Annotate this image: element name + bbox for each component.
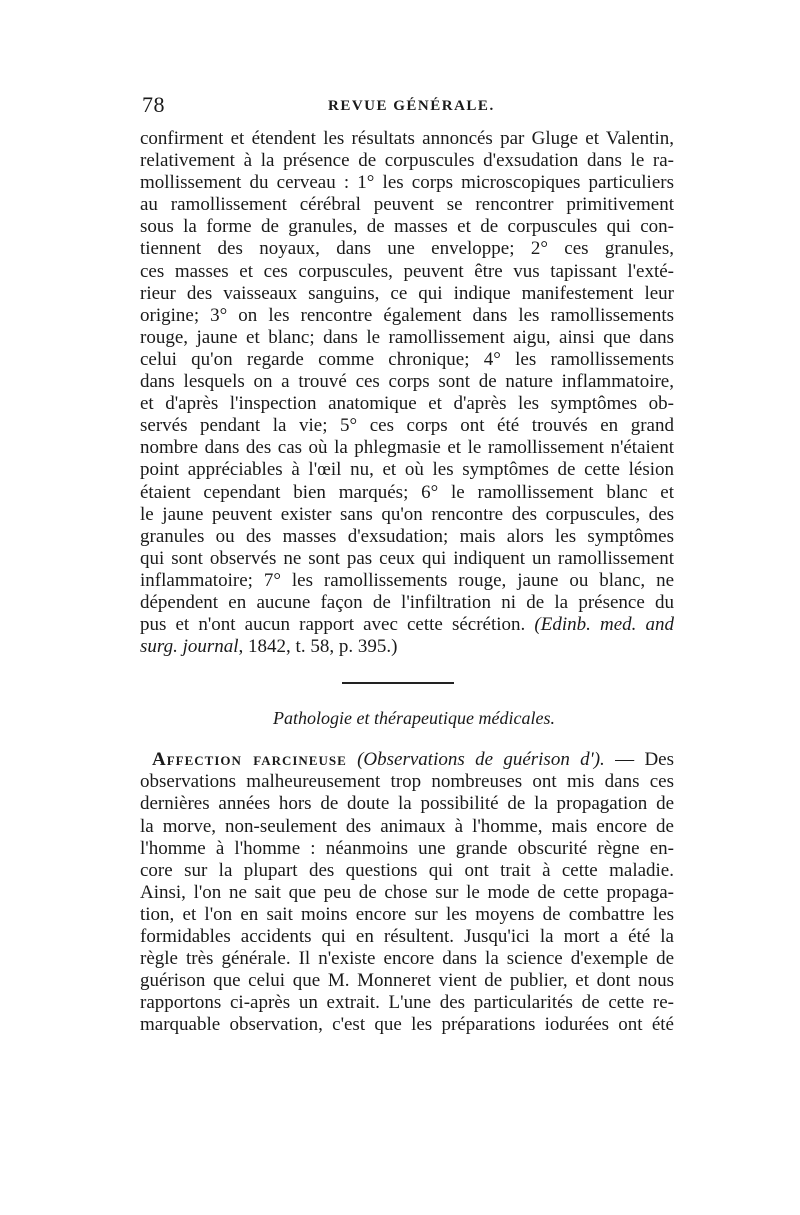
- text-line: servés pendant la vie; 5° ces corps ont été trouvés en grand: [140, 415, 674, 437]
- text-line: au ramollissement cérébral peuvent se rencontrer primitivement: [140, 194, 674, 216]
- page-header: [140, 92, 674, 128]
- text-line: sous la forme de granules, de masses et de corpuscules qui con-: [140, 216, 674, 238]
- paragraph-affection-farcineuse: [140, 749, 674, 1036]
- article-subtitle: (Observations de guérison d').: [357, 749, 605, 771]
- text-line: confirment et étendent les résultats annoncés par Gluge et Valentin,: [140, 128, 674, 149]
- text-line: guérison que celui que M. Monneret vient de publier, et dont nous: [140, 970, 674, 992]
- text-line: l'homme à l'homme : néanmoins une grande obscurité règne en-: [140, 837, 674, 859]
- text-line: le jaune peuvent exister sans qu'on rencontre des corpuscules, des: [140, 503, 674, 525]
- text-line: tion, et l'on en sait moins encore sur les moyens de combattre les: [140, 903, 674, 925]
- section-title: Pathologie et thérapeutique médicales.: [273, 708, 555, 729]
- text-line: règle très générale. Il n'existe encore dans la science d'exemple de: [140, 948, 674, 970]
- text-line: dépendent en aucune façon de l'infiltration ni de la présence du: [140, 591, 674, 613]
- text-line: rouge, jaune et blanc; dans le ramollissement aigu, ainsi que dans: [140, 326, 674, 348]
- text-line: observations malheureusement trop nombreuses ont mis dans ces: [140, 771, 674, 793]
- text-line: marquable observation, c'est que les préparations iodurées ont été: [140, 1014, 674, 1036]
- text-line: la morve, non-seulement des animaux à l'homme, mais encore de: [140, 815, 674, 837]
- text-line: et d'après l'inspection anatomique et d'après les symptômes ob-: [140, 393, 674, 415]
- lead-line: [140, 749, 674, 771]
- text-line: tiennent des noyaux, dans une enveloppe; 2° ces granules,: [140, 238, 674, 260]
- text-line: relativement à la présence de corpuscules d'exsudation dans le ra-: [140, 150, 674, 172]
- text-line: core sur la plupart des questions qui ont trait à cette maladie.: [140, 859, 674, 881]
- paragraph-gluge-valentin: [140, 128, 674, 658]
- text-line: origine; 3° on les rencontre également dans les ramollissements: [140, 304, 674, 326]
- text-line: rieur des vaisseaux sanguins, ce qui indique manifestement leur: [140, 282, 674, 304]
- text-fragment: — Des: [604, 749, 674, 771]
- citation-details: , 1842, t. 58, p. 395.): [238, 636, 398, 658]
- text-line: granules ou des masses d'exsudation; mais alors les symptômes: [140, 525, 674, 547]
- document-page: [140, 92, 674, 1036]
- citation-line: [140, 636, 674, 658]
- section-divider: [342, 682, 454, 684]
- text-line: inflammatoire; 7° les ramollissements rouge, jaune ou blanc, ne: [140, 569, 674, 591]
- text-line: dans lesquels on a trouvé ces corps sont de nature inflammatoire,: [140, 371, 674, 393]
- text-line: celui qu'on regarde comme chronique; 4° les ramollissements: [140, 348, 674, 370]
- text-line-with-citation: [140, 614, 674, 636]
- text-line: point appréciables à l'œil nu, et où les symptômes de cette lésion: [140, 459, 674, 481]
- text-line: ces masses et ces corpuscules, peuvent être vus tapissant l'exté-: [140, 260, 674, 282]
- text-line: étaient cependant bien marqués; 6° le ramollissement blanc et: [140, 481, 674, 503]
- text-line: rapportons ci-après un extrait. L'une des particularités de cette re-: [140, 992, 674, 1014]
- article-heading: Affection farcineuse: [152, 749, 347, 771]
- page-number: 78: [142, 92, 165, 117]
- text-line: Ainsi, l'on ne sait que peu de chose sur le mode de cette propaga-: [140, 881, 674, 903]
- text-line: dernières années hors de doute la possibilité de la propagation de: [140, 793, 674, 815]
- text-line: qui sont observés ne sont pas ceux qui indiquent un ramollissement: [140, 547, 674, 569]
- text-line: formidables accidents qui en résultent. Jusqu'ici la mort a été la: [140, 926, 674, 947]
- text-line: mollissement du cerveau : 1° les corps microscopiques particuliers: [140, 172, 674, 194]
- citation-journal-continued: surg. journal: [140, 636, 239, 658]
- text-line: nombre dans des cas où la phlegmasie et le ramollissement n'étaient: [140, 437, 674, 459]
- citation-journal: (Edinb. med. and: [534, 614, 674, 636]
- text-fragment: pus et n'ont aucun rapport avec cette sécrétion.: [140, 614, 526, 636]
- running-head: REVUE GÉNÉRALE.: [328, 98, 495, 114]
